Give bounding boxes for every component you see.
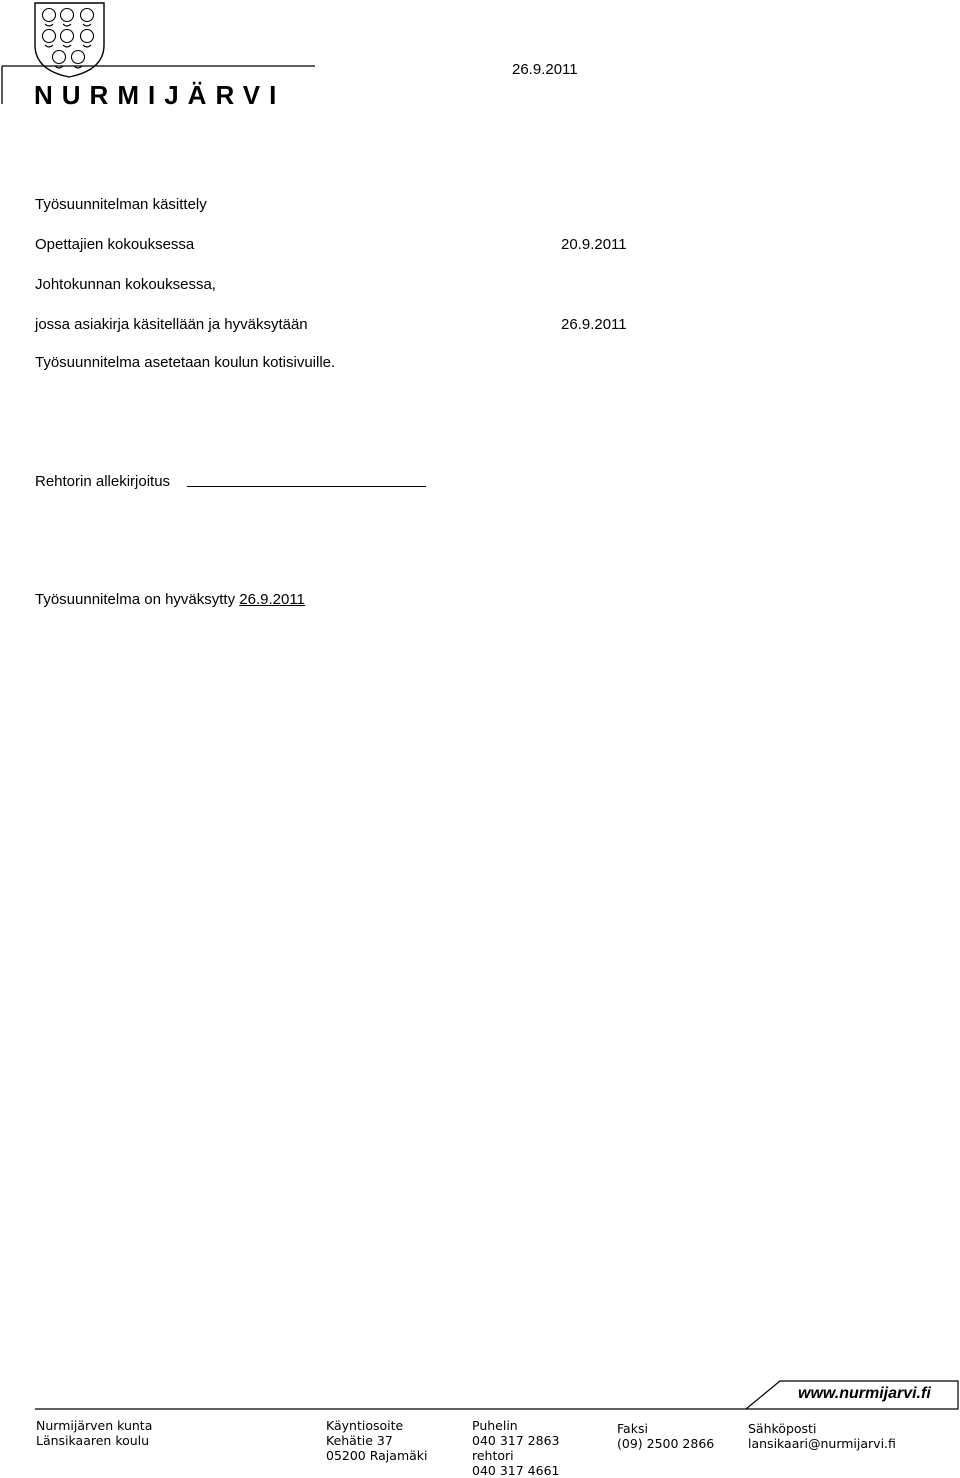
postal-address: 05200 Rajamäki xyxy=(326,1448,428,1463)
logo-wordmark: NURMIJÄRVI xyxy=(34,80,286,110)
approved-date: 26.9.2011 xyxy=(239,591,305,608)
publish-note: Työsuunnitelma asetetaan koulun kotisivuille. xyxy=(35,354,336,371)
signature-line xyxy=(187,486,426,487)
teachers-meeting-label: Opettajien kokouksessa xyxy=(35,236,195,253)
board-meeting-label: Johtokunnan kokouksessa, xyxy=(35,276,216,293)
street-address: Kehätie 37 xyxy=(326,1433,393,1448)
header-date: 26.9.2011 xyxy=(512,61,578,78)
approval-label: jossa asiakirja käsitellään ja hyväksytään xyxy=(35,316,308,333)
teachers-meeting-date: 20.9.2011 xyxy=(561,236,627,253)
footer-phone xyxy=(472,1418,559,1478)
school-name: Länsikaaren koulu xyxy=(36,1433,150,1448)
email-address: lansikaari@nurmijarvi.fi xyxy=(748,1436,896,1451)
fax-number: (09) 2500 2866 xyxy=(617,1436,715,1451)
footer-fax xyxy=(617,1421,714,1451)
org-name: Nurmijärven kunta xyxy=(36,1418,153,1433)
principal-label: rehtori xyxy=(472,1448,514,1463)
approval-date: 26.9.2011 xyxy=(561,316,627,333)
approved-label: Työsuunnitelma on hyväksytty xyxy=(35,591,236,608)
footer-email xyxy=(748,1421,896,1451)
visiting-label: Käyntiosoite xyxy=(326,1418,404,1433)
principal-phone: 040 317 4661 xyxy=(472,1463,560,1478)
phone-label: Puhelin xyxy=(472,1418,518,1433)
processing-title: Työsuunnitelman käsittely xyxy=(35,196,207,213)
footer-visiting-address xyxy=(326,1418,428,1463)
footer-org xyxy=(36,1418,152,1448)
email-label: Sähköposti xyxy=(748,1421,817,1436)
site-url: www.nurmijarvi.fi xyxy=(798,1385,931,1402)
fax-label: Faksi xyxy=(617,1421,648,1436)
signature-label: Rehtorin allekirjoitus xyxy=(35,473,171,490)
approved-statement xyxy=(35,591,305,609)
phone-number: 040 317 2863 xyxy=(472,1433,560,1448)
